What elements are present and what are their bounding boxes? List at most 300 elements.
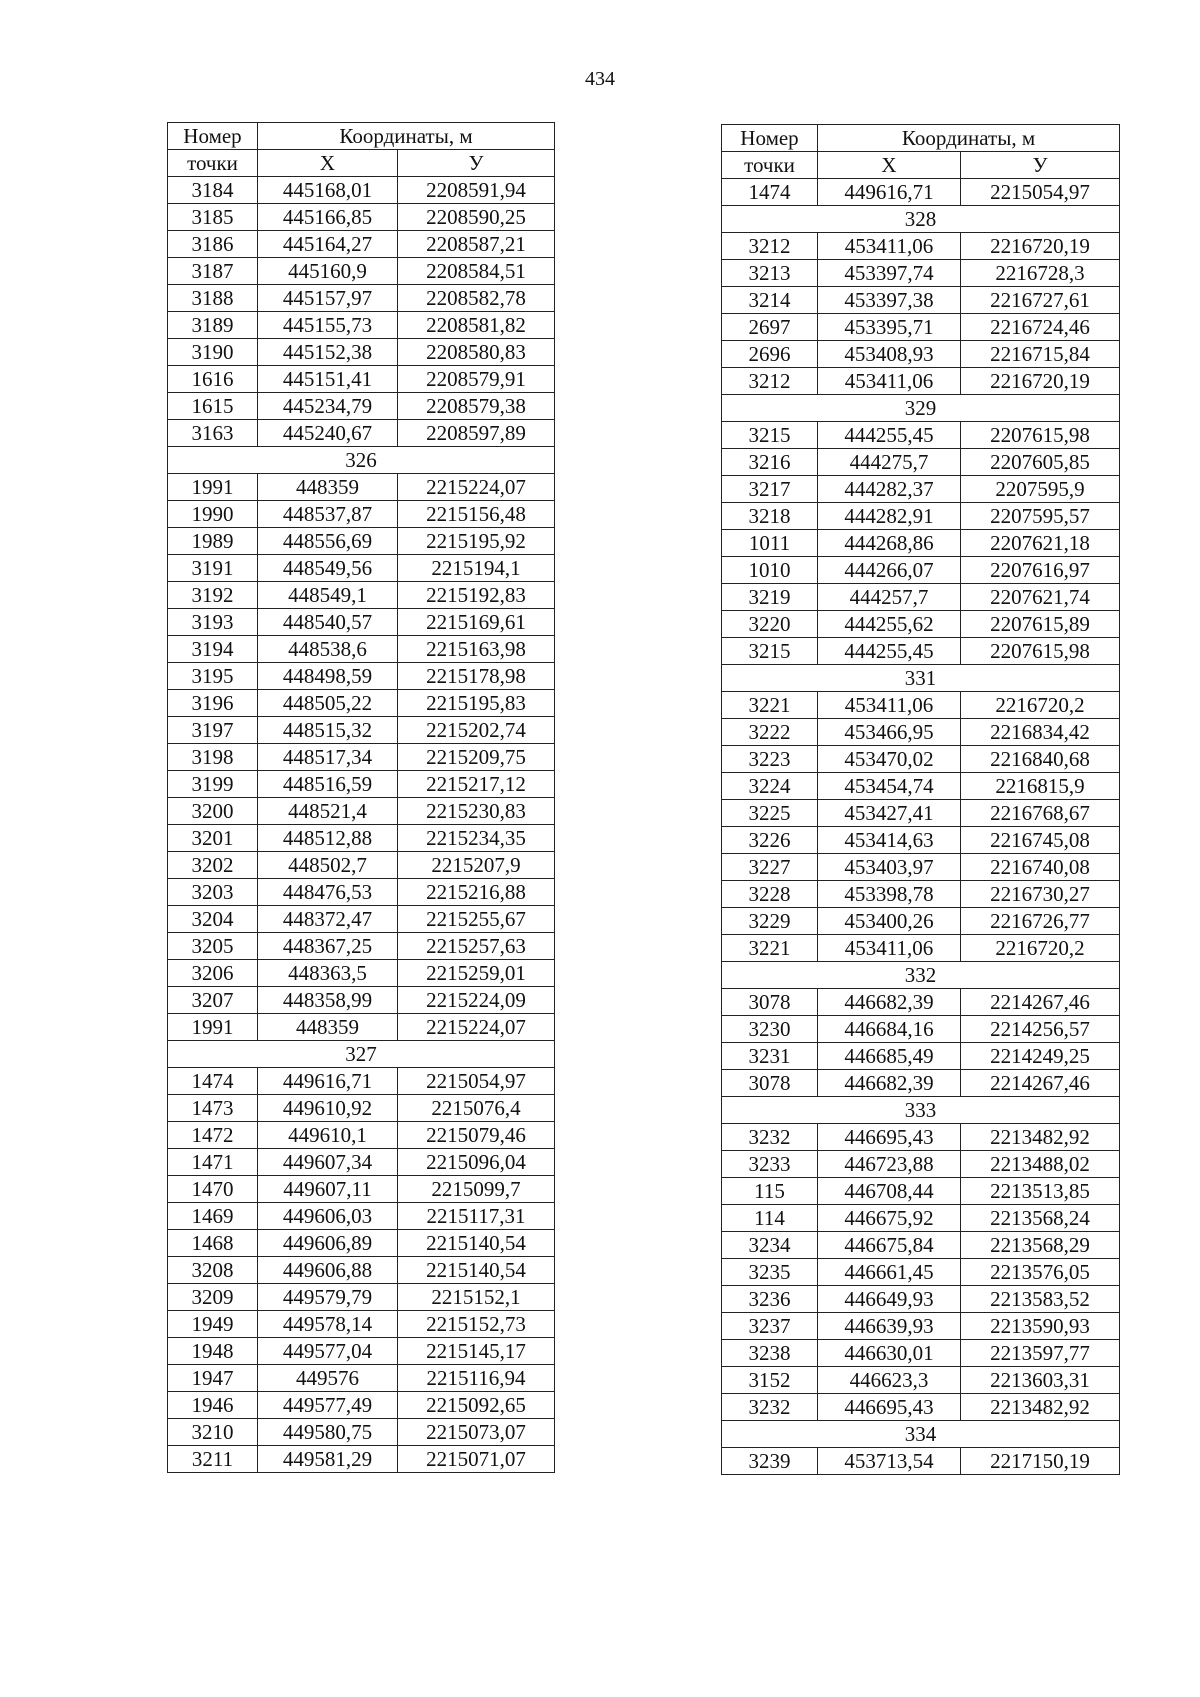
y-coordinate-cell: 2207615,89 xyxy=(961,611,1120,638)
point-number-cell: 3221 xyxy=(722,935,818,962)
point-number-cell: 3152 xyxy=(722,1367,818,1394)
x-coordinate-cell: 453427,41 xyxy=(818,800,961,827)
section-label: 329 xyxy=(722,395,1120,422)
x-coordinate-cell: 449610,1 xyxy=(258,1122,398,1149)
table-row xyxy=(722,1016,1120,1043)
y-coordinate-cell: 2214256,57 xyxy=(961,1016,1120,1043)
x-coordinate-cell: 448549,1 xyxy=(258,582,398,609)
table-row xyxy=(168,339,555,366)
y-coordinate-cell: 2216840,68 xyxy=(961,746,1120,773)
point-number-cell: 2697 xyxy=(722,314,818,341)
y-coordinate-cell: 2215152,1 xyxy=(398,1284,555,1311)
x-coordinate-cell: 446649,93 xyxy=(818,1286,961,1313)
point-number-cell: 3078 xyxy=(722,989,818,1016)
y-coordinate-cell: 2207615,98 xyxy=(961,638,1120,665)
table-row xyxy=(168,690,555,717)
table-row xyxy=(168,285,555,312)
x-coordinate-cell: 446623,3 xyxy=(818,1367,961,1394)
x-coordinate-cell: 445164,27 xyxy=(258,231,398,258)
point-number-cell: 3186 xyxy=(168,231,258,258)
x-coordinate-cell: 448540,57 xyxy=(258,609,398,636)
point-number-cell: 114 xyxy=(722,1205,818,1232)
section-row xyxy=(722,665,1120,692)
point-number-cell: 3203 xyxy=(168,879,258,906)
y-coordinate-cell: 2215234,35 xyxy=(398,825,555,852)
y-coordinate-cell: 2214249,25 xyxy=(961,1043,1120,1070)
y-coordinate-cell: 2216726,77 xyxy=(961,908,1120,935)
point-number-cell: 3208 xyxy=(168,1257,258,1284)
section-row xyxy=(722,395,1120,422)
table-row xyxy=(168,555,555,582)
x-coordinate-cell: 444255,45 xyxy=(818,422,961,449)
x-coordinate-cell: 453414,63 xyxy=(818,827,961,854)
point-number-cell: 3193 xyxy=(168,609,258,636)
x-coordinate-cell: 453395,71 xyxy=(818,314,961,341)
table-row xyxy=(168,825,555,852)
x-coordinate-cell: 448549,56 xyxy=(258,555,398,582)
x-coordinate-cell: 444268,86 xyxy=(818,530,961,557)
x-coordinate-cell: 449616,71 xyxy=(258,1068,398,1095)
y-coordinate-cell: 2207605,85 xyxy=(961,449,1120,476)
y-coordinate-cell: 2216834,42 xyxy=(961,719,1120,746)
point-number-cell: 3237 xyxy=(722,1313,818,1340)
point-number-cell: 1949 xyxy=(168,1311,258,1338)
y-coordinate-cell: 2207621,18 xyxy=(961,530,1120,557)
coordinates-header: Координаты, м xyxy=(258,123,555,150)
table-row xyxy=(722,1151,1120,1178)
table-row xyxy=(722,1070,1120,1097)
point-number-cell: 3214 xyxy=(722,287,818,314)
y-coordinate-cell: 2215178,98 xyxy=(398,663,555,690)
x-coordinate-cell: 448359 xyxy=(258,1014,398,1041)
x-coordinate-cell: 445240,67 xyxy=(258,420,398,447)
point-number-cell: 3224 xyxy=(722,773,818,800)
y-coordinate-cell: 2213597,77 xyxy=(961,1340,1120,1367)
x-coordinate-cell: 448515,32 xyxy=(258,717,398,744)
point-number-cell: 3196 xyxy=(168,690,258,717)
point-number-cell: 3205 xyxy=(168,933,258,960)
section-label: 332 xyxy=(722,962,1120,989)
point-number-cell: 1991 xyxy=(168,1014,258,1041)
y-coordinate-cell: 2215116,94 xyxy=(398,1365,555,1392)
x-coordinate-cell: 453470,02 xyxy=(818,746,961,773)
table-row xyxy=(168,1311,555,1338)
section-label: 334 xyxy=(722,1421,1120,1448)
y-coordinate-cell: 2215152,73 xyxy=(398,1311,555,1338)
x-coordinate-cell: 448372,47 xyxy=(258,906,398,933)
y-coordinate-cell: 2208591,94 xyxy=(398,177,555,204)
y-coordinate-cell: 2207615,98 xyxy=(961,422,1120,449)
table-row xyxy=(722,287,1120,314)
x-coordinate-cell: 453411,06 xyxy=(818,233,961,260)
x-coordinate-cell: 449607,34 xyxy=(258,1149,398,1176)
y-coordinate-cell: 2207616,97 xyxy=(961,557,1120,584)
y-coordinate-cell: 2215195,92 xyxy=(398,528,555,555)
table-row xyxy=(722,719,1120,746)
table-row xyxy=(722,341,1120,368)
x-coordinate-cell: 449577,04 xyxy=(258,1338,398,1365)
y-coordinate-cell: 2215224,07 xyxy=(398,474,555,501)
point-number-cell: 3212 xyxy=(722,233,818,260)
y-coordinate-cell: 2213482,92 xyxy=(961,1124,1120,1151)
point-number-cell: 3223 xyxy=(722,746,818,773)
y-coordinate-cell: 2215145,17 xyxy=(398,1338,555,1365)
y-coordinate-cell: 2215073,07 xyxy=(398,1419,555,1446)
x-coordinate-cell: 446684,16 xyxy=(818,1016,961,1043)
point-number-cell: 3215 xyxy=(722,422,818,449)
table-row xyxy=(168,1176,555,1203)
y-coordinate-cell: 2215217,12 xyxy=(398,771,555,798)
y-coordinate-cell: 2215096,04 xyxy=(398,1149,555,1176)
y-coordinate-cell: 2215163,98 xyxy=(398,636,555,663)
table-row xyxy=(722,854,1120,881)
x-coordinate-cell: 453454,74 xyxy=(818,773,961,800)
table-row xyxy=(722,557,1120,584)
table-row xyxy=(722,422,1120,449)
x-coordinate-cell: 445166,85 xyxy=(258,204,398,231)
y-coordinate-cell: 2215224,07 xyxy=(398,1014,555,1041)
y-coordinate-cell: 2208581,82 xyxy=(398,312,555,339)
point-number-cell: 3078 xyxy=(722,1070,818,1097)
point-number-cell: 3163 xyxy=(168,420,258,447)
y-coordinate-cell: 2215207,9 xyxy=(398,852,555,879)
x-coordinate-cell: 449578,14 xyxy=(258,1311,398,1338)
x-coordinate-cell: 444266,07 xyxy=(818,557,961,584)
x-coordinate-cell: 444282,91 xyxy=(818,503,961,530)
x-coordinate-cell: 449576 xyxy=(258,1365,398,1392)
y-coordinate-cell: 2215255,67 xyxy=(398,906,555,933)
y-column-header: У xyxy=(398,150,555,177)
x-coordinate-cell: 446661,45 xyxy=(818,1259,961,1286)
point-number-cell: 3233 xyxy=(722,1151,818,1178)
table-row xyxy=(722,692,1120,719)
x-coordinate-cell: 445160,9 xyxy=(258,258,398,285)
y-coordinate-cell: 2216720,19 xyxy=(961,368,1120,395)
point-number-cell: 3207 xyxy=(168,987,258,1014)
x-coordinate-cell: 448363,5 xyxy=(258,960,398,987)
table-row xyxy=(722,746,1120,773)
table-row xyxy=(722,800,1120,827)
point-number-cell: 3212 xyxy=(722,368,818,395)
table-row xyxy=(722,368,1120,395)
y-coordinate-cell: 2208584,51 xyxy=(398,258,555,285)
table-row xyxy=(168,1203,555,1230)
x-coordinate-cell: 449610,92 xyxy=(258,1095,398,1122)
y-coordinate-cell: 2215092,65 xyxy=(398,1392,555,1419)
y-coordinate-cell: 2216715,84 xyxy=(961,341,1120,368)
y-coordinate-cell: 2216745,08 xyxy=(961,827,1120,854)
coordinates-header: Координаты, м xyxy=(818,125,1120,152)
section-label: 326 xyxy=(168,447,555,474)
table-row xyxy=(168,906,555,933)
y-coordinate-cell: 2213513,85 xyxy=(961,1178,1120,1205)
point-number-cell: 3221 xyxy=(722,692,818,719)
point-number-cell: 1468 xyxy=(168,1230,258,1257)
table-row xyxy=(168,1284,555,1311)
point-number-cell: 3231 xyxy=(722,1043,818,1070)
y-coordinate-cell: 2213583,52 xyxy=(961,1286,1120,1313)
point-number-cell: 1616 xyxy=(168,366,258,393)
x-coordinate-cell: 453403,97 xyxy=(818,854,961,881)
x-coordinate-cell: 449606,88 xyxy=(258,1257,398,1284)
x-coordinate-cell: 448498,59 xyxy=(258,663,398,690)
point-number-cell: 3200 xyxy=(168,798,258,825)
y-coordinate-cell: 2213482,92 xyxy=(961,1394,1120,1421)
y-coordinate-cell: 2216724,46 xyxy=(961,314,1120,341)
table-row xyxy=(168,177,555,204)
y-coordinate-cell: 2214267,46 xyxy=(961,989,1120,1016)
table-row xyxy=(168,1419,555,1446)
table-row xyxy=(168,852,555,879)
point-number-cell: 3232 xyxy=(722,1124,818,1151)
table-row xyxy=(722,1394,1120,1421)
table-row xyxy=(168,933,555,960)
x-coordinate-cell: 444282,37 xyxy=(818,476,961,503)
y-coordinate-cell: 2215140,54 xyxy=(398,1230,555,1257)
table-row xyxy=(168,879,555,906)
table-row xyxy=(168,1257,555,1284)
x-coordinate-cell: 446685,49 xyxy=(818,1043,961,1070)
point-number-cell: 3189 xyxy=(168,312,258,339)
table-row xyxy=(722,1259,1120,1286)
x-coordinate-cell: 444257,7 xyxy=(818,584,961,611)
point-number-cell: 3218 xyxy=(722,503,818,530)
point-number-cell: 3235 xyxy=(722,1259,818,1286)
point-number-cell: 3209 xyxy=(168,1284,258,1311)
x-coordinate-cell: 448512,88 xyxy=(258,825,398,852)
section-row xyxy=(168,1041,555,1068)
x-coordinate-cell: 453397,38 xyxy=(818,287,961,314)
table-row xyxy=(168,1095,555,1122)
point-number-cell: 3195 xyxy=(168,663,258,690)
y-coordinate-cell: 2217150,19 xyxy=(961,1448,1120,1475)
point-number-cell: 3222 xyxy=(722,719,818,746)
table-row xyxy=(168,420,555,447)
y-coordinate-cell: 2213488,02 xyxy=(961,1151,1120,1178)
point-number-cell: 3236 xyxy=(722,1286,818,1313)
x-coordinate-cell: 449581,29 xyxy=(258,1446,398,1473)
table-row xyxy=(168,960,555,987)
x-coordinate-cell: 453411,06 xyxy=(818,935,961,962)
point-number-cell: 3211 xyxy=(168,1446,258,1473)
coordinates-table-right xyxy=(721,124,1120,1475)
x-coordinate-cell: 446630,01 xyxy=(818,1340,961,1367)
point-number-cell: 3201 xyxy=(168,825,258,852)
table-row xyxy=(168,366,555,393)
x-coordinate-cell: 446639,93 xyxy=(818,1313,961,1340)
section-label: 333 xyxy=(722,1097,1120,1124)
table-row xyxy=(722,584,1120,611)
point-number-cell: 1946 xyxy=(168,1392,258,1419)
table-row xyxy=(722,179,1120,206)
coordinates-table-left xyxy=(167,122,555,1473)
point-number-cell: 1947 xyxy=(168,1365,258,1392)
x-coordinate-cell: 449579,79 xyxy=(258,1284,398,1311)
y-coordinate-cell: 2215099,7 xyxy=(398,1176,555,1203)
point-number-cell: 3239 xyxy=(722,1448,818,1475)
point-number-cell: 2696 xyxy=(722,341,818,368)
table-row xyxy=(168,663,555,690)
point-number-cell: 3213 xyxy=(722,260,818,287)
y-coordinate-cell: 2216730,27 xyxy=(961,881,1120,908)
point-number-cell: 3230 xyxy=(722,1016,818,1043)
point-number-cell: 1471 xyxy=(168,1149,258,1176)
y-coordinate-cell: 2215209,75 xyxy=(398,744,555,771)
table-row xyxy=(722,935,1120,962)
x-coordinate-cell: 448517,34 xyxy=(258,744,398,771)
point-number-header: Номер xyxy=(722,125,818,152)
point-number-cell: 115 xyxy=(722,1178,818,1205)
x-coordinate-cell: 449580,75 xyxy=(258,1419,398,1446)
y-coordinate-cell: 2215230,83 xyxy=(398,798,555,825)
y-coordinate-cell: 2213568,24 xyxy=(961,1205,1120,1232)
point-number-cell: 3206 xyxy=(168,960,258,987)
table-row xyxy=(168,798,555,825)
table-row xyxy=(168,582,555,609)
point-number-cell: 3216 xyxy=(722,449,818,476)
table-row xyxy=(722,233,1120,260)
x-coordinate-cell: 453411,06 xyxy=(818,368,961,395)
x-coordinate-cell: 449577,49 xyxy=(258,1392,398,1419)
point-number-cell: 3229 xyxy=(722,908,818,935)
x-coordinate-cell: 448537,87 xyxy=(258,501,398,528)
y-coordinate-cell: 2215071,07 xyxy=(398,1446,555,1473)
point-number-header-line2: точки xyxy=(168,150,258,177)
table-row xyxy=(168,771,555,798)
y-coordinate-cell: 2207595,9 xyxy=(961,476,1120,503)
table-row xyxy=(722,1286,1120,1313)
y-coordinate-cell: 2215054,97 xyxy=(961,179,1120,206)
point-number-cell: 3184 xyxy=(168,177,258,204)
table-row xyxy=(722,530,1120,557)
x-coordinate-cell: 445234,79 xyxy=(258,393,398,420)
table-row xyxy=(168,1446,555,1473)
point-number-cell: 3220 xyxy=(722,611,818,638)
table-row xyxy=(168,1149,555,1176)
x-coordinate-cell: 448505,22 xyxy=(258,690,398,717)
x-coordinate-cell: 453400,26 xyxy=(818,908,961,935)
y-column-header: У xyxy=(961,152,1120,179)
y-coordinate-cell: 2208590,25 xyxy=(398,204,555,231)
x-coordinate-cell: 446708,44 xyxy=(818,1178,961,1205)
section-row xyxy=(722,962,1120,989)
y-coordinate-cell: 2215192,83 xyxy=(398,582,555,609)
table-row xyxy=(722,1205,1120,1232)
table-row xyxy=(722,1043,1120,1070)
section-row xyxy=(722,1097,1120,1124)
point-number-cell: 3225 xyxy=(722,800,818,827)
section-label: 327 xyxy=(168,1041,555,1068)
table-row xyxy=(722,1367,1120,1394)
x-coordinate-cell: 453397,74 xyxy=(818,260,961,287)
point-number-cell: 3204 xyxy=(168,906,258,933)
y-coordinate-cell: 2215156,48 xyxy=(398,501,555,528)
x-coordinate-cell: 445152,38 xyxy=(258,339,398,366)
table-row xyxy=(722,1178,1120,1205)
table-row xyxy=(722,611,1120,638)
y-coordinate-cell: 2215224,09 xyxy=(398,987,555,1014)
x-coordinate-cell: 448538,6 xyxy=(258,636,398,663)
x-coordinate-cell: 453466,95 xyxy=(818,719,961,746)
point-number-cell: 3210 xyxy=(168,1419,258,1446)
x-coordinate-cell: 453408,93 xyxy=(818,341,961,368)
table-row xyxy=(168,987,555,1014)
y-coordinate-cell: 2216720,2 xyxy=(961,692,1120,719)
point-number-cell: 3190 xyxy=(168,339,258,366)
table-row xyxy=(168,1392,555,1419)
point-number-cell: 1615 xyxy=(168,393,258,420)
section-row xyxy=(722,1421,1120,1448)
point-number-cell: 1469 xyxy=(168,1203,258,1230)
y-coordinate-cell: 2215169,61 xyxy=(398,609,555,636)
table-row xyxy=(168,393,555,420)
table-row xyxy=(722,449,1120,476)
y-coordinate-cell: 2215216,88 xyxy=(398,879,555,906)
x-coordinate-cell: 453398,78 xyxy=(818,881,961,908)
point-number-cell: 3197 xyxy=(168,717,258,744)
section-label: 328 xyxy=(722,206,1120,233)
table-row xyxy=(168,258,555,285)
point-number-cell: 3228 xyxy=(722,881,818,908)
point-number-cell: 3185 xyxy=(168,204,258,231)
y-coordinate-cell: 2215117,31 xyxy=(398,1203,555,1230)
y-coordinate-cell: 2216720,19 xyxy=(961,233,1120,260)
point-number-cell: 1990 xyxy=(168,501,258,528)
x-coordinate-cell: 448556,69 xyxy=(258,528,398,555)
section-row xyxy=(168,447,555,474)
point-number-cell: 3227 xyxy=(722,854,818,881)
point-number-cell: 1011 xyxy=(722,530,818,557)
point-number-cell: 3232 xyxy=(722,1394,818,1421)
x-coordinate-cell: 446675,84 xyxy=(818,1232,961,1259)
table-row xyxy=(168,1338,555,1365)
y-coordinate-cell: 2215079,46 xyxy=(398,1122,555,1149)
table-row xyxy=(722,1313,1120,1340)
point-number-cell: 3217 xyxy=(722,476,818,503)
y-coordinate-cell: 2213590,93 xyxy=(961,1313,1120,1340)
table-row xyxy=(168,312,555,339)
x-coordinate-cell: 446723,88 xyxy=(818,1151,961,1178)
y-coordinate-cell: 2216720,2 xyxy=(961,935,1120,962)
point-number-cell: 3202 xyxy=(168,852,258,879)
point-number-cell: 3226 xyxy=(722,827,818,854)
point-number-cell: 1470 xyxy=(168,1176,258,1203)
y-coordinate-cell: 2213576,05 xyxy=(961,1259,1120,1286)
point-number-cell: 3199 xyxy=(168,771,258,798)
section-label: 331 xyxy=(722,665,1120,692)
table-row xyxy=(168,1014,555,1041)
y-coordinate-cell: 2213568,29 xyxy=(961,1232,1120,1259)
y-coordinate-cell: 2216768,67 xyxy=(961,800,1120,827)
table-row xyxy=(722,827,1120,854)
point-number-cell: 1989 xyxy=(168,528,258,555)
point-number-header-line2: точки xyxy=(722,152,818,179)
x-column-header: Х xyxy=(258,150,398,177)
point-number-cell: 3192 xyxy=(168,582,258,609)
y-coordinate-cell: 2208579,38 xyxy=(398,393,555,420)
y-coordinate-cell: 2215140,54 xyxy=(398,1257,555,1284)
y-coordinate-cell: 2208582,78 xyxy=(398,285,555,312)
table-row xyxy=(168,1230,555,1257)
x-coordinate-cell: 453411,06 xyxy=(818,692,961,719)
y-coordinate-cell: 2216815,9 xyxy=(961,773,1120,800)
x-coordinate-cell: 446675,92 xyxy=(818,1205,961,1232)
y-coordinate-cell: 2208587,21 xyxy=(398,231,555,258)
table-row xyxy=(168,1122,555,1149)
section-row xyxy=(722,206,1120,233)
table-row xyxy=(722,638,1120,665)
x-coordinate-cell: 444255,45 xyxy=(818,638,961,665)
